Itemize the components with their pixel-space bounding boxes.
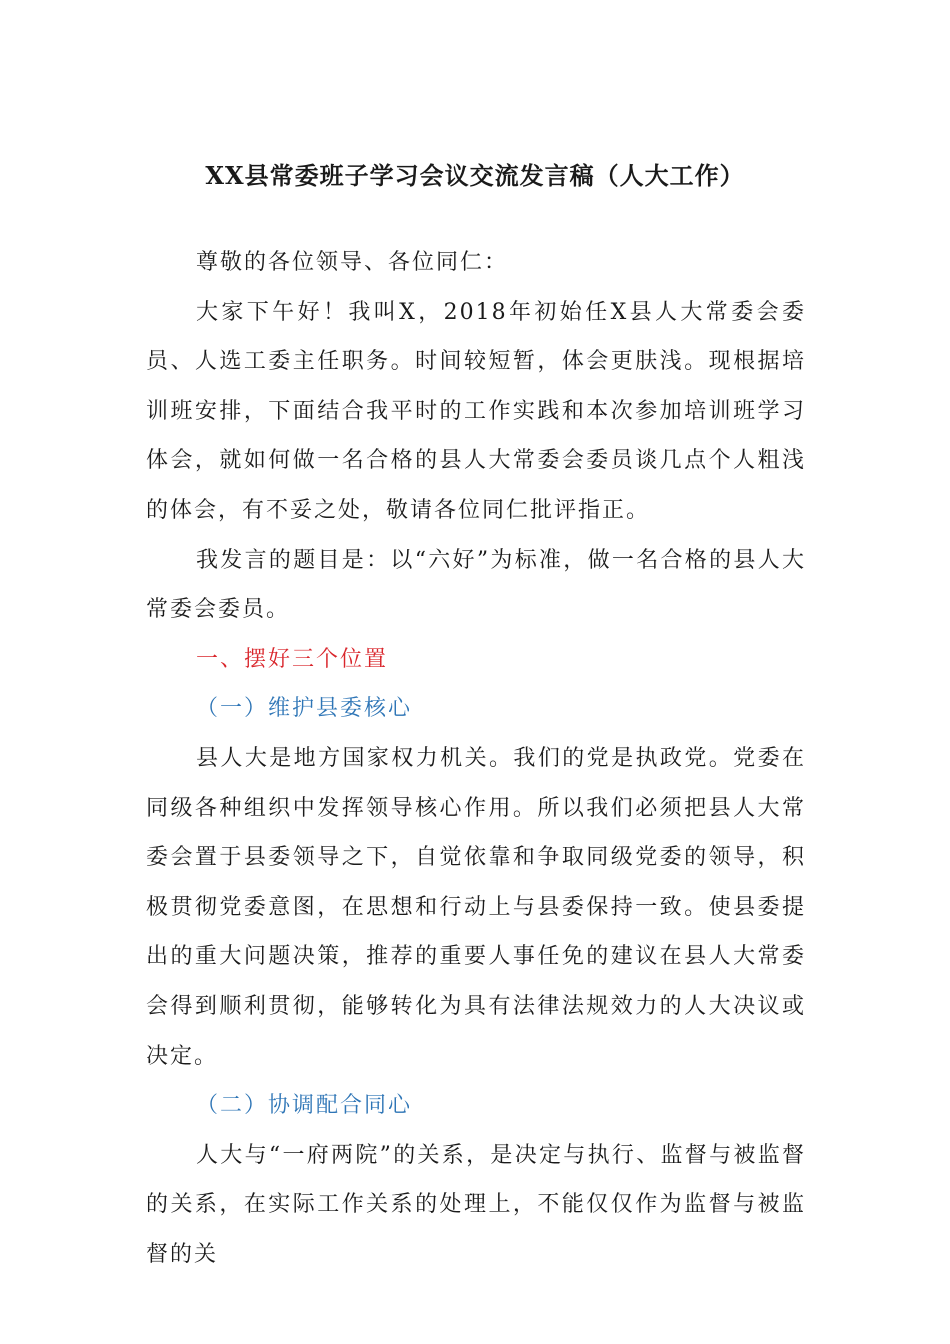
subsection-1-paragraph: 县人大是地方国家权力机关。我们的党是执政党。党委在同级各种组织中发挥领导核心作用。所以我们必须把县人大常委会置于县委领导之下，自觉依靠和争取同级党委的领导，积极贯彻党委意图，在思想和行动上与县委保持一致。使县委提出的重大问题决策，推荐的重要人事任免的建议在县人大常委会得到顺利贯彻，能够转化为具有法律法规效力的人大决议或决定。: [146, 745, 806, 1069]
subsection-heading-1: （一）维护县委核心: [196, 696, 413, 722]
subsection-heading-2: （二）协调配合同心: [196, 1093, 413, 1119]
subsection-2-paragraph: 人大与“一府两院”的关系，是决定与执行、监督与被监督的关系，在实际工作关系的处理上，不能仅仅作为监督与被监督的关: [146, 1142, 806, 1267]
topic-paragraph: 我发言的题目是：以“六好”为标准，做一名合格的县人大常委会委员。: [146, 547, 806, 623]
document-title: XX县常委班子学习会议交流发言稿（人大工作）: [205, 161, 745, 190]
document-body: [146, 238, 806, 1279]
section-heading-1: 一、摆好三个位置: [196, 646, 389, 672]
intro-paragraph: 大家下午好！我叫X，2018年初始任X县人大常委会委员、人选工委主任职务。时间较短暂，体会更肤浅。现根据培训班安排，下面结合我平时的工作实践和本次参加培训班学习体会，就如何做一名合格的县人大常委会委员谈几点个人粗浅的体会，有不妥之处，敬请各位同仁批评指正。: [146, 299, 806, 523]
salutation: 尊敬的各位领导、各位同仁：: [196, 250, 509, 275]
